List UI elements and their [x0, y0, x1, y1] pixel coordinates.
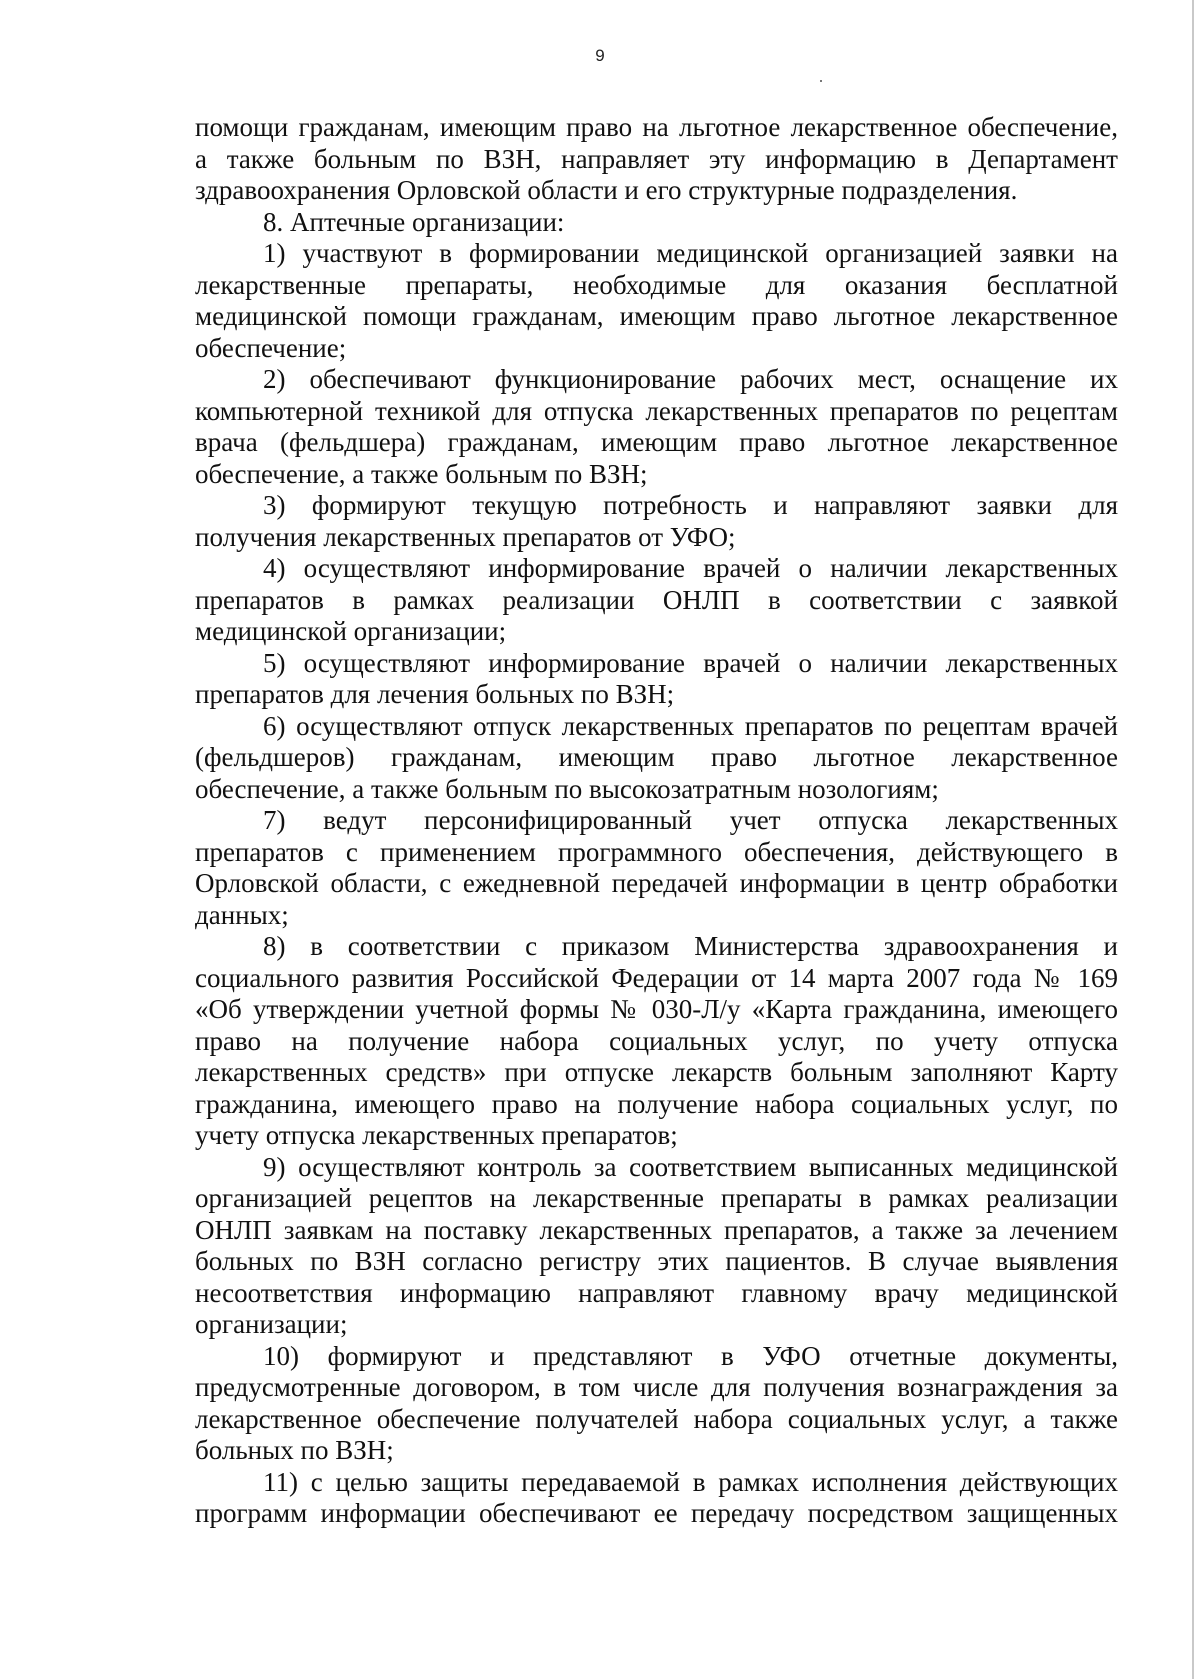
text-line: данных;: [195, 899, 289, 930]
text-line: обеспечение, а также больным по ВЗН;: [195, 458, 648, 489]
text-line: 6) осуществляют отпуск лекарственных препаратов по рецептам врачей: [263, 710, 1118, 741]
paragraph: [195, 1467, 1118, 1530]
text-line: 4) осуществляют информирование врачей о наличии лекарственных: [263, 553, 1118, 583]
text-line: лекарственное обеспечение получателей набора социальных услуг, а также: [195, 1403, 1118, 1434]
text-line: учету отпуска лекарственных препаратов;: [195, 1120, 678, 1150]
page-number: 9: [595, 46, 605, 65]
text-line: препаратов с применением программного обеспечения, действующего в: [195, 836, 1118, 867]
text-line: здравоохранения Орловской области и его структурные подразделения.: [195, 175, 1018, 205]
text-line: несоответствия информацию направляют главному врачу медицинской: [195, 1277, 1118, 1308]
text-line: организации;: [195, 1309, 348, 1339]
text-line: Орловской области, с ежедневной передачей информации в центр обработки: [195, 868, 1118, 898]
text-line: медицинской помощи гражданам, имеющим право льготное лекарственное: [195, 301, 1118, 331]
paragraph: [195, 1341, 1118, 1467]
text-line: лекарственные препараты, необходимые для оказания бесплатной: [195, 269, 1118, 300]
text-line: 8) в соответствии с приказом Министерства здравоохранения и: [263, 931, 1118, 961]
text-line: препаратов в рамках реализации ОНЛП в соответствии с заявкой: [195, 584, 1118, 615]
text-line: врача (фельдшера) гражданам, имеющим право льготное лекарственное: [195, 427, 1118, 457]
text-line: обеспечение;: [195, 332, 347, 363]
text-line: 11) с целью защиты передаваемой в рамках исполнения действующих: [263, 1466, 1118, 1497]
text-line: больных по ВЗН согласно регистру этих пациентов. В случае выявления: [195, 1246, 1118, 1276]
paragraph: [195, 490, 1118, 553]
text-line: 3) формируют текущую потребность и направляют заявки для: [263, 490, 1118, 520]
text-line: обеспечение, а также больным по высокозатратным нозологиям;: [195, 773, 939, 804]
text-line: организацией рецептов на лекарственные препараты в рамках реализации: [195, 1183, 1118, 1213]
paragraph: [195, 711, 1118, 806]
text-line: помощи гражданам, имеющим право на льготное лекарственное обеспечение,: [195, 112, 1118, 142]
paragraph: [195, 931, 1118, 1152]
text-line: предусмотренные договором, в том числе для получения вознаграждения за: [195, 1372, 1118, 1402]
paragraph: [195, 207, 1118, 239]
text-line: больных по ВЗН;: [195, 1435, 394, 1465]
paragraph: [195, 1152, 1118, 1341]
paragraph: [195, 112, 1118, 207]
paragraph: [195, 805, 1118, 931]
text-line: 2) обеспечивают функционирование рабочих мест, оснащение их: [263, 364, 1118, 394]
text-line: социального развития Российской Федерации от 14 марта 2007 года № 169: [195, 962, 1118, 993]
paragraph: [195, 648, 1118, 711]
text-line: препаратов для лечения больных по ВЗН;: [195, 679, 675, 709]
scan-speck: [820, 80, 822, 82]
paragraph: [195, 364, 1118, 490]
text-line: программ информации обеспечивают ее передачу посредством защищенных: [195, 1498, 1118, 1528]
text-line: право на получение набора социальных услуг, по учету отпуска: [195, 1025, 1118, 1056]
text-line: медицинской организации;: [195, 616, 507, 646]
paragraph: [195, 238, 1118, 364]
text-line: 7) ведут персонифицированный учет отпуска лекарственных: [263, 805, 1118, 835]
document-body: [195, 112, 1118, 1530]
text-line: 9) осуществляют контроль за соответствием выписанных медицинской: [263, 1151, 1118, 1182]
paragraph: [195, 553, 1118, 648]
text-line: 10) формируют и представляют в УФО отчетные документы,: [263, 1340, 1118, 1371]
text-line: получения лекарственных препаратов от УФО;: [195, 521, 736, 552]
text-line: гражданина, имеющего право на получение набора социальных услуг, по: [195, 1088, 1118, 1119]
text-line: 8. Аптечные организации:: [263, 206, 565, 237]
text-line: а также больным по ВЗН, направляет эту информацию в Департамент: [195, 143, 1118, 174]
text-line: «Об утверждении учетной формы № 030-Л/у «Карта гражданина, имеющего: [195, 994, 1118, 1024]
text-line: ОНЛП заявкам на поставку лекарственных препаратов, а также за лечением: [195, 1214, 1118, 1245]
text-line: 1) участвуют в формировании медицинской организацией заявки на: [263, 238, 1118, 268]
scan-edge-line: [1192, 0, 1194, 1679]
text-line: лекарственных средств» при отпуске лекарств больным заполняют Карту: [195, 1057, 1118, 1087]
text-line: компьютерной техникой для отпуска лекарственных препаратов по рецептам: [195, 395, 1118, 426]
text-line: 5) осуществляют информирование врачей о наличии лекарственных: [263, 647, 1118, 678]
text-line: (фельдшеров) гражданам, имеющим право льготное лекарственное: [195, 742, 1118, 772]
